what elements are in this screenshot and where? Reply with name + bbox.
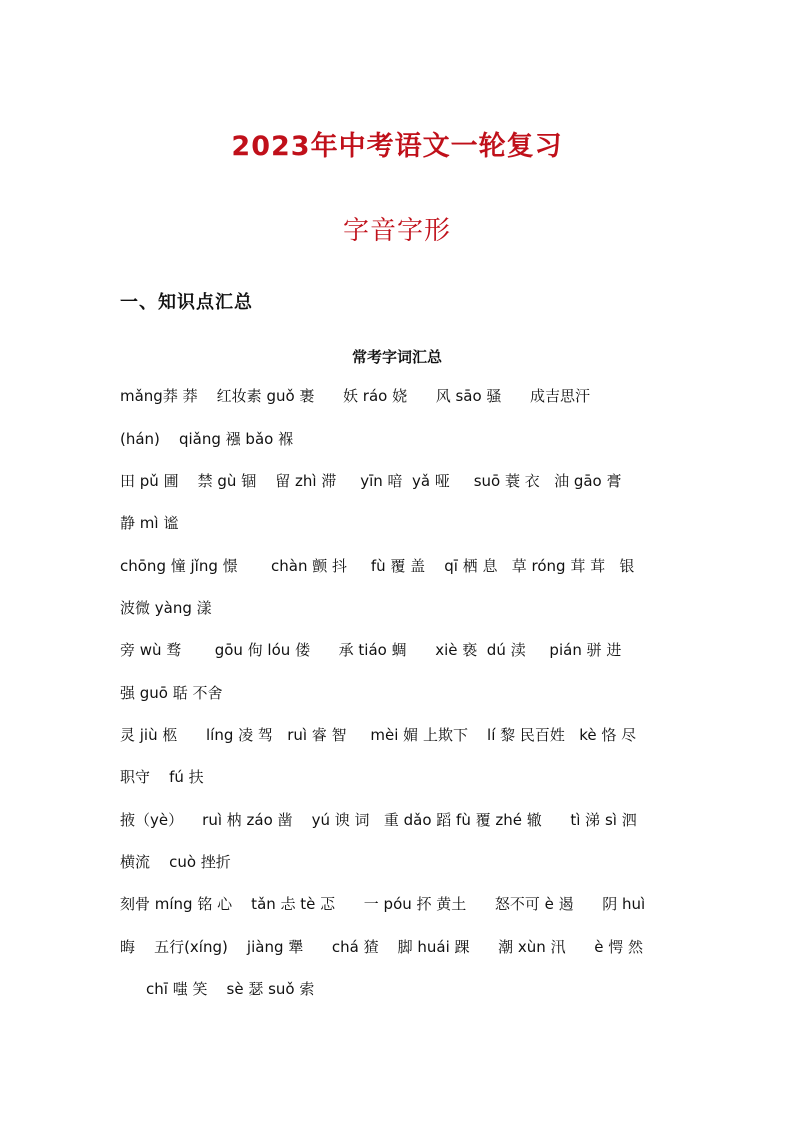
vocab-line: 刻骨 míng 铭 心 tǎn 忐 tè 忑 一 póu 抔 黄土 怒不可 è 遏 阴 huì bbox=[120, 895, 646, 913]
vocab-line: 波微 yàng 漾 bbox=[120, 599, 212, 617]
vocab-line: mǎng莽 莽 红妆素 guǒ 裹 妖 ráo 娆 风 sāo 骚 成吉思汗 bbox=[120, 387, 591, 405]
vocab-line: 静 mì 谧 bbox=[120, 514, 179, 532]
vocab-line: (hán) qiǎng 襁 bǎo 褓 bbox=[120, 430, 294, 448]
vocab-line: chī 嗤 笑 sè 瑟 suǒ 索 bbox=[146, 980, 315, 998]
section-heading: 一、知识点汇总 bbox=[120, 292, 253, 313]
vocab-line: 晦 五行(xíng) jiàng 犟 chá 猹 脚 huái 踝 潮 xùn 汛 è 愕 然 bbox=[120, 938, 643, 956]
vocab-line: 掖（yè） ruì 枘 záo 凿 yú 谀 词 重 dǎo 蹈 fù 覆 zhé 辙 tì 涕 sì 泗 bbox=[120, 811, 637, 829]
vocab-line: 旁 wù 骛 gōu 佝 lóu 偻 承 tiáo 蜩 xiè 亵 dú 渎 pián 骈 进 bbox=[120, 641, 622, 659]
vocab-line: 职守 fú 扶 bbox=[120, 768, 204, 786]
document-title: 2023年中考语文一轮复习 bbox=[231, 131, 563, 162]
subsection-heading: 常考字词汇总 bbox=[351, 348, 442, 366]
document-subtitle: 字音字形 bbox=[342, 216, 451, 246]
vocab-line: chōng 憧 jǐng 憬 chàn 颤 抖 fù 覆 盖 qī 栖 息 草 róng 茸 茸 银 bbox=[120, 557, 635, 575]
vocab-line: 横流 cuò 挫折 bbox=[120, 853, 231, 871]
vocab-line: 田 pǔ 圃 禁 gù 锢 留 zhì 滞 yīn 喑 yǎ 哑 suō 蓑 衣 油 gāo 膏 bbox=[120, 472, 622, 490]
vocab-line: 灵 jiù 柩 líng 凌 驾 ruì 睿 智 mèi 媚 上欺下 lí 黎 民百姓 kè 恪 尽 bbox=[120, 726, 637, 744]
vocab-line: 强 guō 聒 不舍 bbox=[120, 684, 223, 702]
